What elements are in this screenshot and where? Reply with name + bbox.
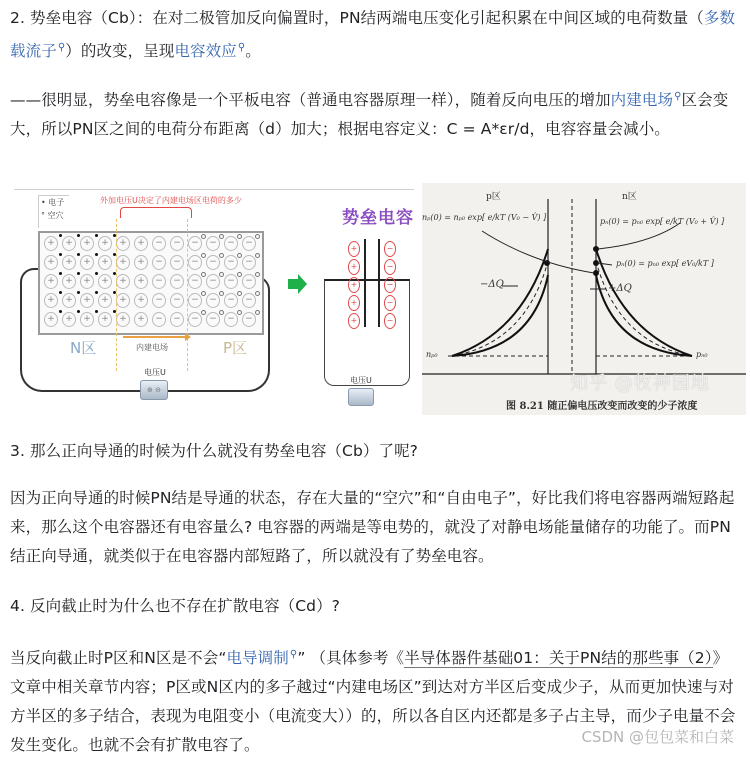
battery-icon: ⊕ ⊖	[140, 380, 168, 400]
section4-heading: 4. 反向截止时为什么也不存在扩散电容（Cd）?	[10, 597, 341, 615]
article-figure	[8, 183, 746, 415]
section3-heading: 3. 那么正向导通的时候为什么就没有势垒电容（Cb）了呢?	[10, 442, 419, 460]
section4-body: 当反向截止时P区和N区是不会“电导调制⚲” （具体参考《半导体器件基础01：关于PN结的那些事（2）》文章中相关章节内容；P区或N区内的多子越过“内建电场区”到达对方半区后变成少子，从而更加快速与对方半区的多子结合，表现为电阻变小（电流变大））的，所以各自区内还都是多子占主导，而少子电量不会发生变化。也就不会有扩散电容了。	[10, 640, 742, 760]
section2-paragraph: 2. 势垒电容（Cb）：在对二极管加反向偏置时，PN结两端电压变化引起积累在中间区域的电荷数量（多数载流子⚲）的改变，呈现电容效应⚲。	[10, 9, 736, 61]
pn-junction-diagram: • 电子 ° 空穴 外加电压U决定了内建电场区电荷的多少 + + + + + + − − − − − − + + + + + + − − − − − − + + + + + + − − − − − − + + + + + + − − − − − − + + + + + + − − − − − − 内建电场 N区 P区 电压U ⊕ ⊖ 势垒电容 + + + + + − − − − − 电压U	[8, 183, 420, 415]
search-icon: ⚲	[674, 91, 682, 102]
figure-caption: 图 8.21 随正偏电压改变而改变的少子浓度	[506, 401, 698, 412]
green-arrow-icon	[288, 279, 298, 289]
section2-text: 2. 势垒电容（Cb）：在对二极管加反向偏置时，PN结两端电压变化引起积累在中间区域的电荷数量（	[10, 9, 704, 27]
diagram-legend: • 电子 ° 空穴	[38, 195, 69, 228]
equation-left: nₚ(0) = nₚ₀ exp[ e/kT (V₀ − V̂) ]	[422, 213, 547, 222]
capacitor-voltage-label: 电压U	[350, 376, 372, 385]
minus-delta-q-label: −ΔQ	[480, 279, 504, 290]
diagram-red-caption: 外加电压U决定了内建电场区电荷的多少	[100, 196, 242, 205]
n-region-label: N区	[70, 339, 97, 357]
zhihu-watermark: 知乎 @牧神园地	[570, 373, 710, 394]
plus-delta-q-label: +ΔQ	[608, 283, 632, 294]
p-region-label: P区	[223, 339, 248, 357]
capacitor-plate-right	[378, 239, 380, 327]
battery-icon	[348, 388, 374, 406]
capacitor-title: 势垒电容	[342, 208, 414, 228]
n-region-label: n区	[622, 192, 637, 202]
keyword-link-capacitance-effect[interactable]: 电容效应⚲	[174, 42, 245, 60]
pn0-label: pₙ₀	[696, 350, 708, 359]
p-region-label: p区	[486, 192, 501, 202]
keyword-link-majority-carrier[interactable]: 多数载流子⚲	[10, 9, 736, 61]
equation-right-mid: pₙ(0) = pₙ₀ exp[ eV₀/kT ]	[616, 259, 714, 268]
arrow-right-icon	[123, 336, 187, 338]
search-icon: ⚲	[289, 649, 298, 660]
minority-carrier-graph	[422, 183, 746, 415]
section2-explanation: ——很明显，势垒电容像是一个平板电容（普通电容器原理一样），随着反向电压的增加内建电场⚲区会变大，所以PN区之间的电荷分布距离（d）加大；根据电容定义：C = A*εr/d，电容容量会减小。	[10, 82, 742, 144]
builtin-field-label: 内建电场	[136, 343, 168, 352]
divider	[14, 189, 414, 190]
voltage-label: 电压U	[144, 368, 166, 377]
equation-right-top: pₙ(0) = pₙ₀ exp[ e/kT (V₀ + V̂) ]	[600, 217, 725, 226]
ion-grid: + + + + + + − − − − − − + + + + + + − − − − − − + + + + + + − − − − − − + + + + + + − − − − − − + + + + + + − − − − − −	[44, 236, 260, 331]
search-icon: ⚲	[237, 42, 246, 53]
keyword-link-builtin-field[interactable]: 内建电场⚲	[611, 91, 682, 109]
capacitor-circuit-wire	[324, 279, 410, 386]
search-icon: ⚲	[57, 42, 66, 53]
np0-label: nₚ₀	[426, 350, 438, 359]
capacitor-plate-left	[364, 239, 366, 327]
brace-shape	[120, 207, 192, 218]
keyword-link-conductance-modulation[interactable]: 电导调制⚲	[226, 649, 297, 667]
csdn-watermark: CSDN @包包菜和白菜	[581, 728, 734, 746]
article-reference-link[interactable]: 半导体器件基础01：关于PN结的那些事（2）	[404, 649, 713, 668]
section3-body: 因为正向导通的时候PN结是导通的状态，存在大量的“空穴”和“自由电子”，好比我们将电容器两端短路起来，那么这个电容器还有电容量么? 电容器的两端是等电势的，就没了对静电场能量储存的功能了。而PN结正向导通，就类似于在电容器内部短路了，所以就没有了势垒电容。	[10, 489, 735, 565]
